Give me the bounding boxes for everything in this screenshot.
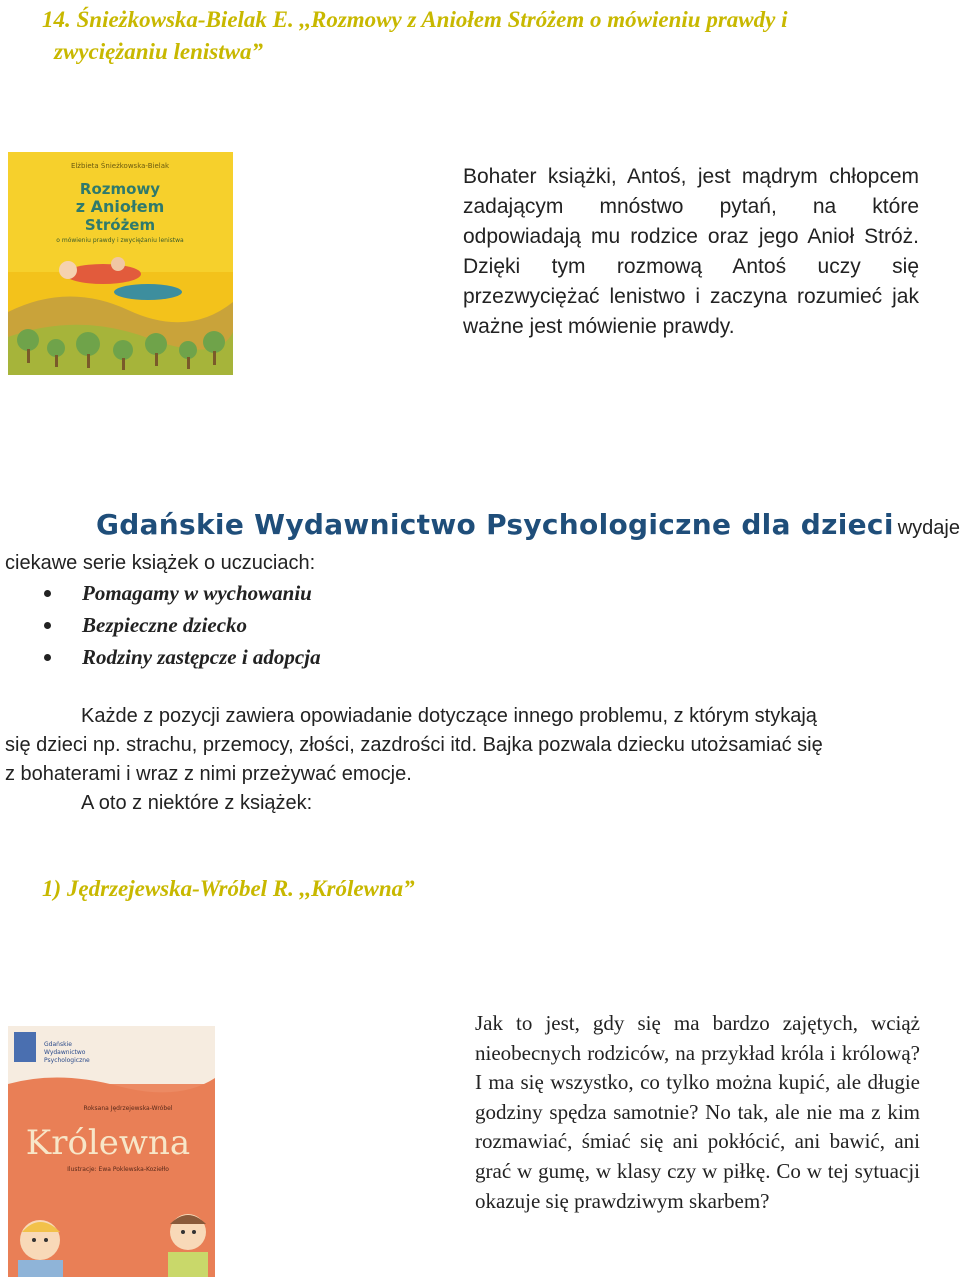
- paragraph-line1: Każde z pozycji zawiera opowiadanie dotyczące innego problemu, z którym stykają: [81, 705, 817, 727]
- book-description-rozmowy: Bohater książki, Antoś, jest mądrym chłopcem zadającym mnóstwo pytań, na które odpowiadają mu rodzice oraz jego Anioł Stróż. Dzięki tym rozmową Antoś uczy się przezwyciężać lenistwo i zaczyna rozumieć jak ważne jest mówienie prawdy.: [463, 165, 919, 338]
- book-cover-rozmowy-art: [8, 152, 233, 375]
- section-heading: [42, 4, 942, 68]
- book-heading-krolewna: 1) Jędrzejewska-Wróbel R. ,,Królewna”: [42, 876, 415, 901]
- list-item: Pomagamy w wychowaniu: [30, 577, 321, 609]
- svg-text:Gdańskie: Gdańskie: [44, 1041, 72, 1048]
- list-item: Rodziny zastępcze i adopcja: [30, 641, 321, 673]
- svg-text:Stróżem: Stróżem: [84, 216, 156, 234]
- section-heading-line1: 14. Śnieżkowska-Bielak E. ,,Rozmowy z Aniołem Stróżem o mówieniu prawdy i: [42, 7, 788, 32]
- paragraph-line2: się dzieci np. strachu, przemocy, złości, zazdrości itd. Bajka pozwala dziecku utożsamiać się: [5, 734, 823, 756]
- svg-text:Wydawnictwo: Wydawnictwo: [44, 1049, 86, 1056]
- book-cover-krolewna-art: [8, 1026, 215, 1277]
- cover2-author: Roksana Jędrzejewska-Wróbel: [83, 1105, 173, 1112]
- svg-text:Psychologiczne: Psychologiczne: [44, 1057, 90, 1064]
- series-list: [30, 577, 321, 673]
- book-cover-krolewna: [8, 1026, 215, 1277]
- cover1-subtitle: o mówieniu prawdy i zwyciężaniu lenistwa: [56, 237, 184, 244]
- publisher-intro: ciekawe serie książek o uczuciach:: [5, 552, 316, 574]
- svg-text:Rozmowy: Rozmowy: [79, 180, 161, 198]
- cover2-illustrator: Ilustracje: Ewa Poklewska-Koziełło: [67, 1166, 169, 1173]
- publisher-title: Gdańskie Wydawnictwo Psychologiczne dla dzieci: [95, 508, 894, 541]
- list-intro: A oto z niektóre z książek:: [81, 792, 313, 814]
- publisher-heading: [0, 508, 960, 541]
- cover2-title: Królewna: [25, 1123, 191, 1163]
- book-cover-rozmowy: [8, 152, 233, 375]
- cover1-author: Elżbieta Śnieżkowska-Bielak: [70, 162, 170, 170]
- paragraph-line3: z bohaterami i wraz z nimi przeżywać emocje.: [5, 763, 412, 785]
- publisher-title-tail: wydaje: [897, 517, 960, 539]
- book-description-krolewna: Jak to jest, gdy się ma bardzo zajętych, wciąż nieobecnych rodziców, na przykład króla i królową? I ma się wszystko, co tylko można kupić, ale długie godziny spędza samotnie? No tak, ale nie ma z kim rozmawiać, śmiać się ani pokłócić, ani bawić, ani grać w gumę, w klasy czy w piłkę. Co w tej sytuacji okazuje się prawdziwym skarbem?: [475, 1011, 920, 1213]
- series-paragraph: [5, 702, 960, 818]
- list-item: Bezpieczne dziecko: [30, 609, 321, 641]
- svg-text:z Aniołem: z Aniołem: [75, 197, 165, 216]
- section-heading-line2: zwyciężaniu lenistwa”: [54, 39, 263, 64]
